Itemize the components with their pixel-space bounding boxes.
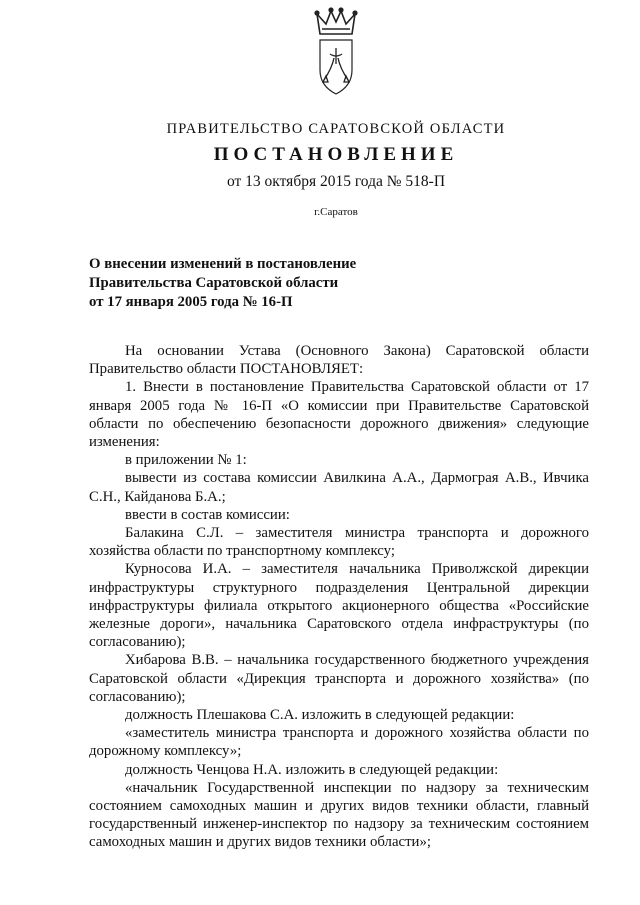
document-subject: [89, 255, 409, 312]
body-paragraph: должность Плешакова С.А. изложить в следующей редакции:: [125, 707, 515, 724]
saratov-coat-of-arms-emblem: [306, 4, 366, 100]
document-city: г.Саратов: [314, 206, 358, 218]
body-paragraph: 1. Внести в постановление Правительства Саратовской области от 17 января 2005 года № 16-П «О комиссии при Правительстве Саратовской области по обеспечению безопасности дорожного движения» следующие изменения:: [89, 379, 589, 451]
body-paragraph: Хибарова В.В. – начальника государственного бюджетного учреждения Саратовской области «Дирекция транспорта и дорожного хозяйства» (по согласованию);: [89, 652, 589, 705]
subject-line: Правительства Саратовской области: [89, 275, 339, 291]
subject-line: О внесении изменений в постановление: [89, 256, 357, 272]
body-paragraph: вывести из состава комиссии Авилкина А.А., Дармограя А.В., Ивчика С.Н., Кайданова Б.А.;: [89, 470, 589, 505]
document-type: ПОСТАНОВЛЕНИЕ: [213, 144, 459, 165]
document-date-number: от 13 октября 2015 года № 518-П: [226, 173, 446, 190]
body-paragraph: в приложении № 1:: [125, 452, 247, 469]
body-paragraph: На основании Устава (Основного Закона) Саратовской области Правительство области ПОСТАНОВЛЯЕТ:: [89, 343, 589, 378]
body-paragraph: должность Ченцова Н.А. изложить в следующей редакции:: [125, 761, 499, 778]
body-paragraph: Балакина С.Л. – заместителя министра транспорта и дорожного хозяйства области по транспортному комплексу;: [89, 525, 589, 560]
document-body: [89, 342, 589, 852]
body-paragraph: ввести в состав комиссии:: [125, 506, 290, 523]
organization-name: ПРАВИТЕЛЬСТВО САРАТОВСКОЙ ОБЛАСТИ: [166, 121, 506, 137]
body-paragraph: «начальник Государственной инспекции по надзору за техническим состоянием самоходных машин и других видов техники области, главный государственный инженер-инспектор по надзору за техническим состоянием самоходных машин и других видов техники области»;: [89, 779, 589, 851]
body-paragraph: Курносова И.А. – заместителя начальника Приволжской дирекции инфраструктуры структурного подразделения Центральной дирекции инфраструктуры филиала открытого акционерного общества «Российские железные дороги», начальника Саратовского отдела инфраструктуры (по согласованию);: [89, 561, 589, 651]
subject-line: от 17 января 2005 года № 16-П: [89, 294, 293, 310]
body-paragraph: «заместитель министра транспорта и дорожного хозяйства области по дорожному комплексу»;: [89, 725, 589, 760]
